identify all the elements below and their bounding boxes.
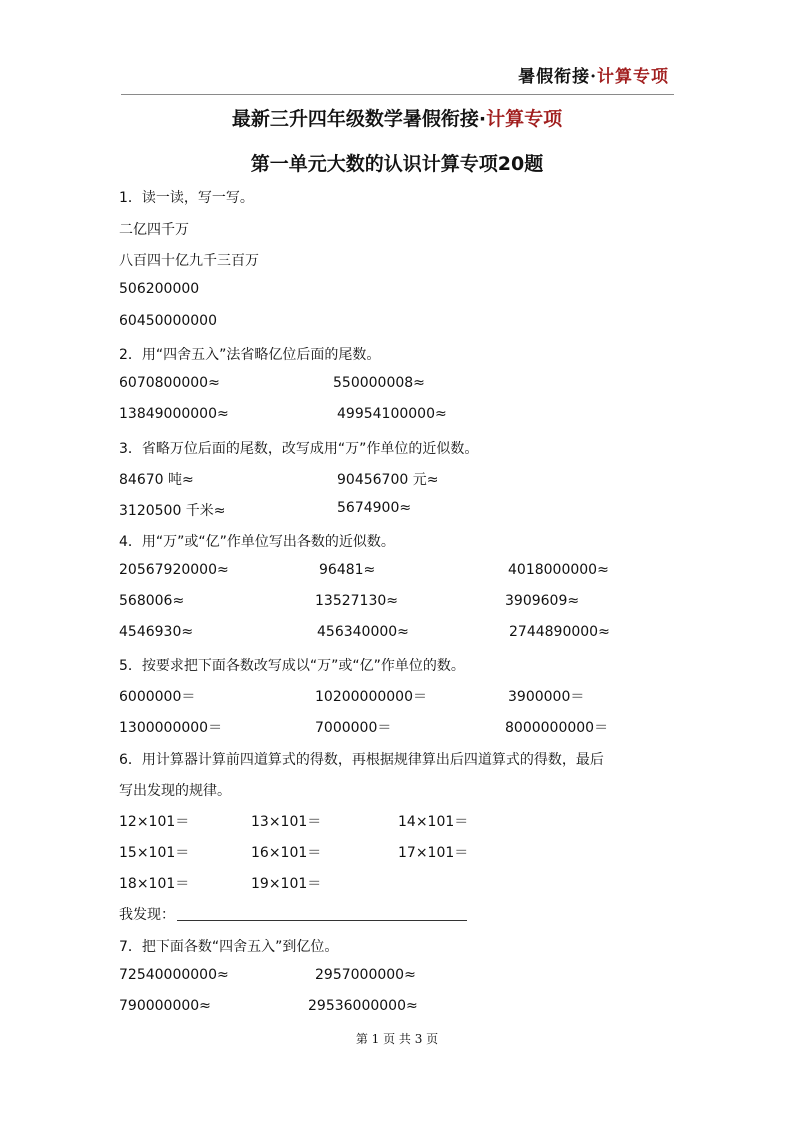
q1-prompt: 1．读一读，写一写。 [119, 190, 254, 206]
q6-item: 19×101＝ [251, 876, 322, 892]
q3-item: 5674900≈ [337, 500, 412, 516]
q7-item: 2957000000≈ [315, 967, 416, 983]
page-header [518, 62, 669, 87]
q7-item: 29536000000≈ [308, 998, 418, 1014]
q5-item: 1300000000＝ [119, 720, 223, 736]
document-title [0, 104, 794, 131]
header-right: 计算专项 [597, 67, 669, 87]
q6-item: 14×101＝ [398, 814, 469, 830]
q4-item: 4018000000≈ [508, 562, 609, 578]
q6-item: 12×101＝ [119, 814, 190, 830]
q3-prompt: 3．省略万位后面的尾数，改写成用“万”作单位的近似数。 [119, 441, 479, 457]
q5-item: 10200000000＝ [315, 689, 427, 705]
q5-item: 7000000＝ [315, 720, 392, 736]
q6-finding [119, 904, 467, 924]
q6-item: 16×101＝ [251, 845, 322, 861]
q2-prompt: 2．用“四舍五入”法省略亿位后面的尾数。 [119, 347, 381, 363]
q6-prompt-line1: 6．用计算器计算前四道算式的得数，再根据规律算出后四道算式的得数，最后 [119, 752, 604, 768]
q4-item: 2744890000≈ [509, 624, 610, 640]
q4-item: 3909609≈ [505, 593, 580, 609]
q2-item: 550000008≈ [333, 375, 425, 391]
q2-item: 49954100000≈ [337, 406, 447, 422]
q3-item: 3120500 千米≈ [119, 503, 226, 519]
q7-item: 72540000000≈ [119, 967, 229, 983]
q6-item: 15×101＝ [119, 845, 190, 861]
title-main: 最新三升四年级数学暑假衔接· [231, 108, 487, 130]
q5-prompt: 5．按要求把下面各数改写成以“万”或“亿”作单位的数。 [119, 658, 465, 674]
q1-item: 60450000000 [119, 313, 217, 329]
header-left: 暑假衔接· [518, 67, 597, 87]
q1-item: 二亿四千万 [119, 222, 189, 238]
q4-item: 13527130≈ [315, 593, 398, 609]
q7-item: 790000000≈ [119, 998, 211, 1014]
title-accent: 计算专项 [486, 108, 563, 130]
q5-item: 6000000＝ [119, 689, 196, 705]
q6-item: 13×101＝ [251, 814, 322, 830]
q2-item: 13849000000≈ [119, 406, 229, 422]
q4-item: 456340000≈ [317, 624, 409, 640]
q4-prompt: 4．用“万”或“亿”作单位写出各数的近似数。 [119, 534, 395, 550]
q2-item: 6070800000≈ [119, 375, 220, 391]
q5-item: 8000000000＝ [505, 720, 609, 736]
q6-prompt-line2: 写出发现的规律。 [119, 783, 231, 799]
header-divider [121, 94, 674, 95]
section-title: 第一单元大数的认识计算专项20题 [250, 153, 544, 175]
q7-prompt: 7．把下面各数“四舍五入”到亿位。 [119, 939, 339, 955]
page-footer: 第 1 页 共 3 页 [355, 1032, 439, 1046]
q1-item: 八百四十亿九千三百万 [119, 253, 259, 269]
q6-finding-label: 我发现： [119, 907, 175, 923]
q6-item: 17×101＝ [398, 845, 469, 861]
q3-item: 84670 吨≈ [119, 472, 194, 488]
q5-item: 3900000＝ [508, 689, 585, 705]
q6-item: 18×101＝ [119, 876, 190, 892]
q4-item: 568006≈ [119, 593, 185, 609]
q1-item: 506200000 [119, 281, 200, 297]
q3-item: 90456700 元≈ [337, 472, 439, 488]
q4-item: 20567920000≈ [119, 562, 229, 578]
q6-answer-blank[interactable] [177, 920, 467, 921]
q4-item: 96481≈ [319, 562, 376, 578]
q4-item: 4546930≈ [119, 624, 194, 640]
